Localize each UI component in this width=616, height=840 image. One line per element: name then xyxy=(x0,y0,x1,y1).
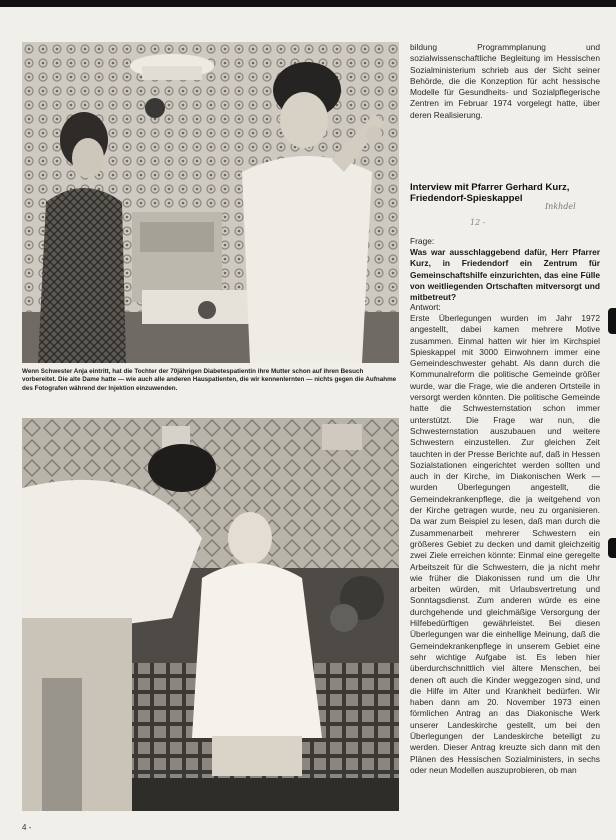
page-edge-mark xyxy=(608,538,616,558)
answer-label: Antwort: xyxy=(410,302,441,312)
interview-heading: Interview mit Pfarrer Gerhard Kurz, Friedendorf-Spieskappel xyxy=(410,182,570,204)
handwritten-note: Inkhdel xyxy=(545,202,576,211)
intro-paragraph: bildung Programmplanung und sozialwissenschaftliche Begleitung im Hessischen Sozialministerium schrieb aus der Sicht seiner Behörde, die die Konzeption für acht hessische Modelle für Gesundheits- und Sozialpflegerische Zentren im Februar 1974 vorgelegt hatte, über deren Realisierung. xyxy=(410,42,600,120)
handwritten-mark: 12 - xyxy=(470,218,486,227)
photo-injection xyxy=(22,418,399,811)
page-number: 4 - xyxy=(22,823,32,832)
photo-caption: Wenn Schwester Anja eintritt, hat die Tochter der 70jährigen Diabetespatientin ihre Mutter schon auf ihren Besuch vorbereitet. Die alte Dame hatte — wie auch alle anderen Hauspatienten, die wir kennenlernten — nichts gegen die Aufnahme des Fotografen während der Injektion einzuwenden. xyxy=(22,368,397,392)
page-edge-mark xyxy=(608,308,616,334)
question-label: Frage: xyxy=(410,236,435,246)
photo-nurses-kitchen xyxy=(22,42,399,363)
question-text: Was war ausschlaggebend dafür, Herr Pfarrer Kurz, in Friedendorf ein Zentrum für Gemeinschaftshilfe einzurichten, das eine Fülle von weitliegenden Ortschaften mitversorgt und mitbetreut? xyxy=(410,247,600,303)
top-rule xyxy=(0,0,616,7)
answer-text: Erste Überlegungen wurden im Jahr 1972 angestellt, dabei kamen mehrere Motive zusammen. Einmal hatten wir hier im Kirchspiel Spieskappel mit 3000 Einwohnern immer eine Gemeindeschwester gehabt. Als dann durch die Kommunalreform die politische Gemeinde größer wurde, war die Frage, wie die anderen Ortsteile in versorgt werden könnten. Die politische Gemeinde hatte die Schwesternstation schon immer unterstützt. Die Frage war nun, die Schwesternstation auszubauen und weitere Schwestern einzustellen. Zur gleichen Zeit tauchten in der Presse Berichte auf, daß in Hessen Sozialstationen eingerichtet werden sollten und auch in der Kirche, im Diakonischen Werk — wurden Überlegungen angestellt, die Gemeindekrankenpflege, die ja weitgehend von der Kirche getragen wurde, neu zu organisieren. Da war zum Beispiel zu lesen, daß man durch die Zusammenarbeit mehrerer Schwestern ein größeres Gebiet zu decken und damit gleichzeitig zwei Ziele erreichen könnte: Einmal eine geregelte Arbeitszeit für die Schwestern, die ja nicht mehr wie früher die Diakonissen rund um die Uhr arbeiten würden, mit Urlaubsvertretung und Sonntagsdienst. Zum anderen würde es eine durchgehende und gleichmäßige Versorgung der Hilfebedürftigen gewährleistet. Bei diesen Überlegungen war die einhellige Meinung, daß die Gemeindekrankenpflege in unserem Gebiet eine sehr wichtige Aufgabe ist. Es leben hier überdurchschnittlich viel ältere Menschen, bei denen oft auch die Kinder weggezogen sind, und die Hilfe im Alter und Krankheit bedürfen. Wir haben dann am 20. November 1973 einen förmlichen Antrag an das Diakonische Werk unserer Landeskirche gestellt, um bei den Überlegungen der Landeskirche beteiligt zu werden. Dieser Antrag kreuzte sich dann mit den Plänen des Hessischen Sozialministers, in sechs oder neun Modellen auszuprobieren, ob man xyxy=(410,313,600,775)
